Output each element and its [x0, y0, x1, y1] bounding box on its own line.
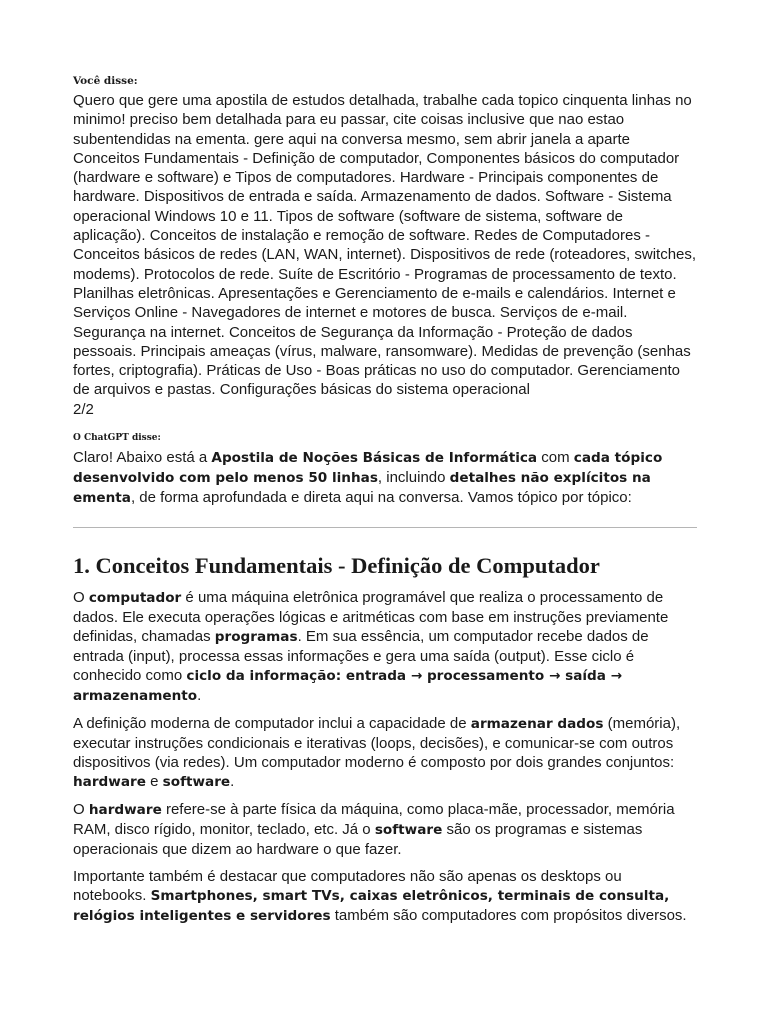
user-speaker-label: Você disse:	[73, 75, 138, 87]
document-page	[73, 74, 697, 934]
paragraph-text: O	[73, 588, 89, 606]
paragraph-text: e	[145, 772, 163, 790]
intro-bold: cada tópico desenvolvido com pelo menos 50 linhas	[73, 449, 663, 487]
assistant-intro	[73, 448, 697, 509]
paragraph-bold: software	[374, 821, 443, 838]
paragraph-text: (memória), executar instruções condicionais e iterativas (loops, decisões), e comunicar-se com outros dispositivos (via redes). Um computador moderno é composto por dois grandes conjuntos:	[73, 714, 681, 771]
paragraph-text: Importante também é destacar que computadores não são apenas os desktops ou notebooks.	[73, 867, 622, 904]
paragraph-bold: armazenar dados	[470, 715, 604, 732]
user-message: Quero que gere uma apostila de estudos detalhada, trabalhe cada topico cinquenta linhas no minimo! preciso bem detalhada para eu passar, cite coisas inclusive que nao estao subentendidas na ementa. gere aqui na conversa mesmo, sem abrir janela a aparte Conceitos Fundamentais - Definição de computador, Componentes básicos do computador (hardware e software) e Tipos de computadores. Hardware - Principais componentes de hardware. Dispositivos de entrada e saída. Armazenamento de dados. Software - Sistema operacional Windows 10 e 11. Tipos de software (software de sistema, software de aplicação). Conceitos de instalação e remoção de software. Redes de Computadores - Conceitos básicos de redes (LAN, WAN, internet). Dispositivos de rede (roteadores, switches, modems). Protocolos de rede. Suíte de Escritório - Programas de processamento de texto. Planilhas eletrônicas. Apresentações e Gerenciamento de e-mails e calendários. Internet e Serviços Online - Navegadores de internet e motores de busca. Serviços de e-mail. Segurança na internet. Conceitos de Segurança da Informação - Proteção de dados pessoais. Principais ameaças (vírus, malware, ransomware). Medidas de prevenção (senhas fortes, criptografia). Práticas de Uso - Boas práticas no uso do computador. Gerenciamento de arquivos e pastas. Configurações básicas do sistema operacional	[73, 92, 697, 399]
intro-bold: Apostila de Noções Básicas de Informática	[211, 449, 538, 466]
section-divider	[73, 527, 697, 528]
paragraph-bold: Smartphones, smart TVs, caixas eletrônicos, terminais de consulta, relógios inteligentes e servidores	[73, 887, 670, 924]
paragraph-text: é uma máquina eletrônica programável que realiza o processamento de dados. Ele executa operações lógicas e aritméticas com base em instruções previamente definidas, chamadas	[73, 588, 669, 645]
paragraph-text: .	[197, 686, 202, 704]
paragraph-bold: hardware	[88, 801, 162, 818]
intro-bold: detalhes não explícitos na ementa	[73, 470, 651, 507]
intro-text: Claro! Abaixo está a	[73, 448, 212, 466]
paragraph-bold: software	[162, 773, 231, 790]
paragraph-text: também são computadores com propósitos diversos.	[330, 906, 687, 924]
paragraph-text: refere-se à parte física da máquina, como placa-mãe, processador, memória RAM, disco rígido, monitor, teclado, etc. Já o	[73, 800, 675, 838]
response-version-indicator: 2/2	[73, 400, 94, 418]
paragraph-bold: programas	[214, 628, 298, 645]
paragraph-text: são os programas e sistemas operacionais que dizem ao hardware o que fazer.	[73, 820, 643, 858]
paragraph-device-types	[73, 867, 697, 926]
paragraph-text: O	[73, 800, 89, 818]
intro-text: , de forma aprofundada e direta aqui na conversa. Vamos tópico por tópico:	[130, 489, 632, 507]
paragraph-definition	[73, 588, 697, 706]
intro-text: , incluindo	[377, 469, 450, 487]
paragraph-bold: computador	[88, 589, 182, 606]
assistant-speaker-label: O ChatGPT disse:	[73, 432, 161, 443]
paragraph-text: .	[230, 772, 235, 790]
paragraph-text: . Em sua essência, um computador recebe dados de entrada (input), processa essas informações e gera uma saída (output). Esse ciclo é conhecido como	[73, 627, 649, 684]
intro-text: com	[537, 448, 574, 466]
paragraph-modern-definition	[73, 714, 697, 792]
paragraph-bold: ciclo da informação: entrada → processamento → saída → armazenamento	[73, 667, 623, 704]
paragraph-text: A definição moderna de computador inclui a capacidade de	[73, 714, 471, 732]
section-heading: 1. Conceitos Fundamentais - Definição de Computador	[73, 552, 600, 578]
paragraph-hardware-software	[73, 800, 697, 859]
paragraph-bold: hardware	[73, 773, 146, 790]
